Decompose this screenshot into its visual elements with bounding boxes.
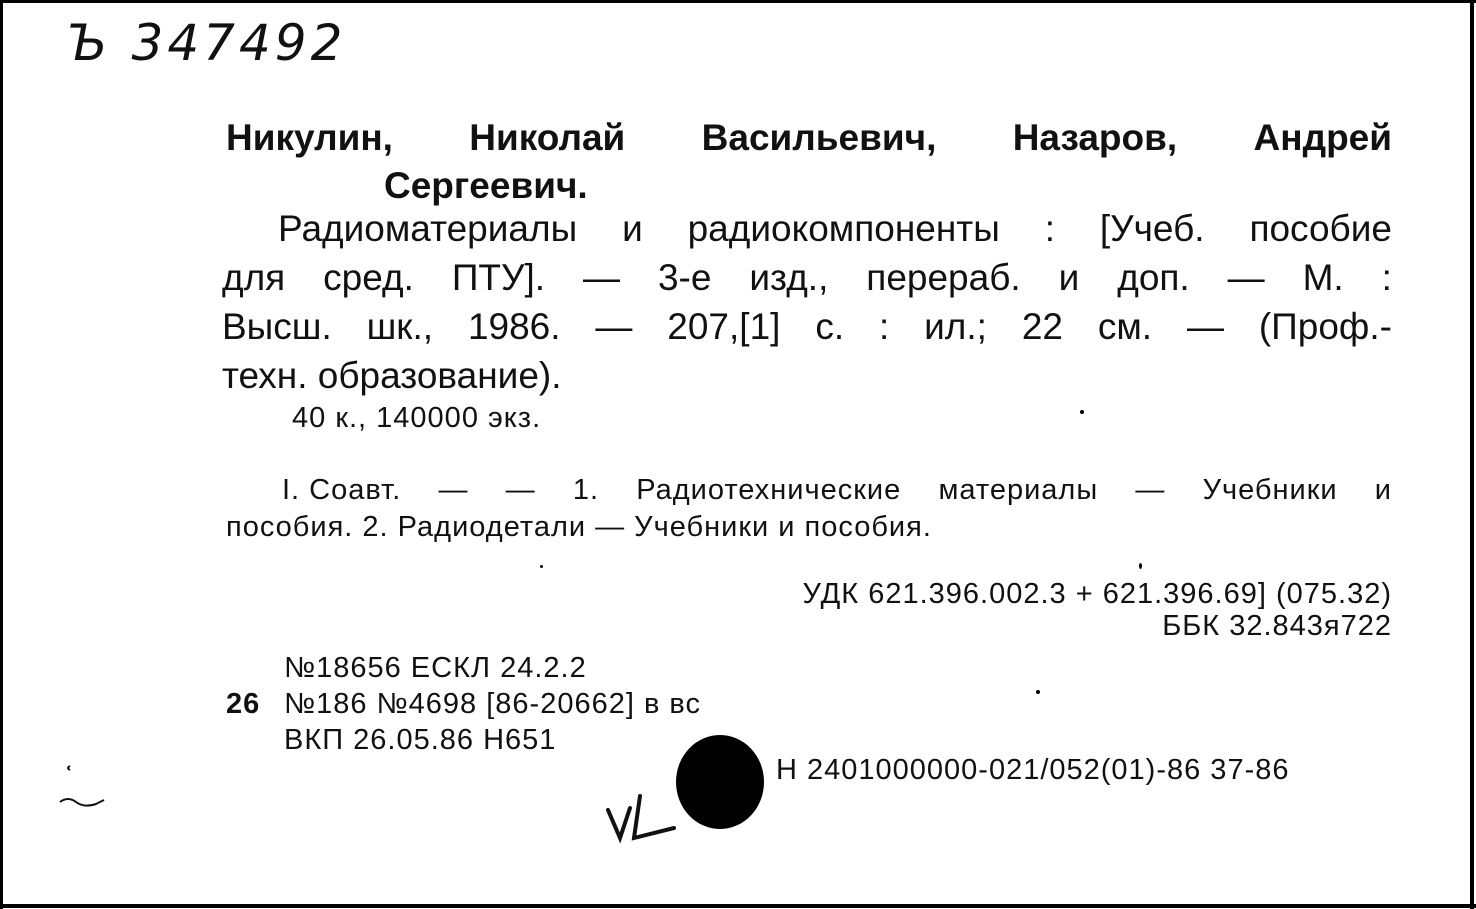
speck — [1139, 563, 1142, 569]
description-word: — — [1227, 257, 1265, 298]
description-word: : — [878, 306, 890, 347]
description-word: доп. — [1117, 257, 1190, 298]
description-word: и — [622, 208, 643, 249]
description-word: : — [1044, 208, 1055, 249]
author-heading — [226, 114, 1392, 210]
description-word: — — [583, 257, 621, 298]
heading-word: Никулин, — [226, 117, 393, 158]
description-word: : — [1381, 257, 1392, 298]
order-line3: ВКП 26.05.86 Н651 — [284, 724, 557, 756]
description-word: [Учеб. — [1099, 208, 1205, 249]
description-line4: техн. образование). — [222, 355, 562, 396]
card-border-left — [0, 0, 3, 909]
description-word: (Проф.- — [1258, 306, 1392, 347]
author-heading-line2: Сергеевич. — [384, 165, 588, 206]
description-word: — — [595, 306, 633, 347]
printing-order-block — [226, 650, 701, 758]
description-word: 22 — [1021, 306, 1063, 347]
order-line2: №186 №4698 [86-20662] в вс — [284, 688, 702, 720]
description-line2 — [222, 253, 1392, 302]
udk-index: УДК 621.396.002.3 + 621.396.69] (075.32) — [802, 578, 1392, 610]
card-border-top — [0, 0, 1476, 3]
order-spacer — [226, 650, 284, 686]
subject-word: Учебники — [1202, 474, 1338, 506]
description-word: М. — [1302, 257, 1344, 298]
description-word: сред. — [323, 257, 414, 298]
description-word: 207,[1] — [667, 306, 781, 347]
margin-scribble — [56, 760, 116, 820]
subject-word: I. Соавт. — [282, 474, 402, 506]
description-word: перераб. — [866, 257, 1021, 298]
order-row-1 — [226, 650, 701, 686]
description-word: ил.; — [924, 306, 987, 347]
subject-headings — [226, 472, 1392, 546]
card-border-bottom — [0, 904, 1476, 908]
subject-headings-line2: пособия. 2. Радиодетали — Учебники и пособия. — [226, 511, 932, 543]
description-line3 — [222, 302, 1392, 351]
description-word: и — [1058, 257, 1080, 298]
subject-word: Радиотехнические — [636, 474, 902, 506]
subject-word: материалы — [938, 474, 1099, 506]
speck — [1036, 690, 1040, 694]
description-word: шк., — [366, 306, 434, 347]
shelf-mark: Ъ 347492 — [66, 14, 347, 72]
handwritten-mark — [604, 790, 684, 850]
bibliographic-description — [222, 204, 1392, 400]
description-word: см. — [1097, 306, 1153, 347]
subject-word: — — [438, 474, 469, 506]
order-line1: №18656 ЕСКЛ 24.2.2 — [284, 652, 587, 684]
order-number: 26 — [226, 688, 261, 720]
description-word: радиокомпоненты — [687, 208, 1000, 249]
order-spacer — [226, 722, 284, 758]
description-word: ПТУ]. — [451, 257, 546, 298]
description-word: Радиоматериалы — [278, 208, 578, 249]
subject-word: и — [1374, 474, 1392, 506]
punch-hole — [676, 735, 764, 829]
classification-block — [803, 578, 1393, 642]
description-word: — — [1186, 306, 1224, 347]
publisher-code: Н 2401000000-021/052(01)-86 37-86 — [776, 754, 1290, 786]
heading-word: Николай — [469, 117, 626, 158]
description-word: для — [222, 257, 286, 298]
subject-word: 1. — [572, 474, 600, 506]
description-word: с. — [815, 306, 845, 347]
speck — [1080, 410, 1084, 414]
price-and-print-run: 40 к., 140000 экз. — [292, 402, 542, 434]
description-word: пособие — [1249, 208, 1392, 249]
order-row-2 — [226, 686, 701, 722]
description-word: Высш. — [222, 306, 332, 347]
speck — [540, 565, 543, 568]
subject-word: — — [1135, 474, 1166, 506]
bbk-index: ББК 32.843я722 — [1162, 610, 1392, 642]
author-heading-line1 — [226, 114, 1392, 162]
description-word: 1986. — [467, 306, 561, 347]
heading-word: Назаров, — [1012, 117, 1178, 158]
heading-word: Андрей — [1253, 117, 1392, 158]
subject-headings-line1 — [226, 472, 1392, 509]
description-word: изд., — [749, 257, 829, 298]
heading-word: Васильевич, — [701, 117, 937, 158]
order-row-3 — [226, 722, 701, 758]
subject-word: — — [505, 474, 536, 506]
card-border-right — [1470, 0, 1474, 909]
description-line1 — [222, 204, 1392, 253]
description-word: 3-е — [657, 257, 712, 298]
